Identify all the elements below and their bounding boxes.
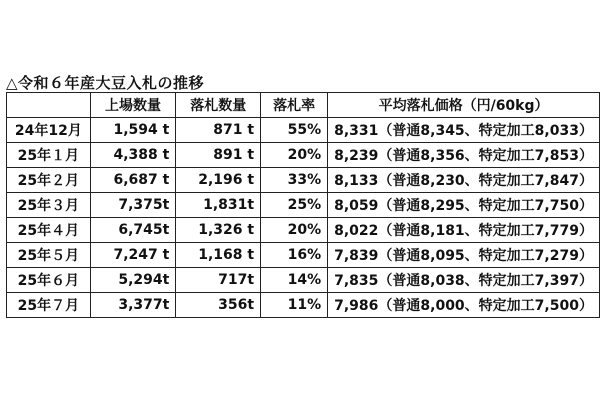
cell-awarded-quantity: 871 t <box>176 118 261 143</box>
cell-month: 25年７月 <box>7 293 91 318</box>
cell-award-rate: 55% <box>261 118 328 143</box>
table-row <box>7 218 600 243</box>
table-row <box>7 293 600 318</box>
cell-award-rate: 16% <box>261 243 328 268</box>
table-row <box>7 118 600 143</box>
cell-awarded-quantity: 1,326 t <box>176 218 261 243</box>
cell-average-price: 8,133（普通8,230、特定加工7,847） <box>328 168 600 193</box>
table-row <box>7 193 600 218</box>
cell-listed-quantity: 3,377t <box>90 293 176 318</box>
cell-awarded-quantity: 356t <box>176 293 261 318</box>
cell-average-price: 8,331（普通8,345、特定加工8,033） <box>328 118 600 143</box>
cell-listed-quantity: 7,247 t <box>90 243 176 268</box>
cell-average-price: 7,839（普通8,095、特定加工7,279） <box>328 243 600 268</box>
header-listed-quantity: 上場数量 <box>90 93 176 118</box>
soybean-tender-table <box>6 92 600 318</box>
header-month <box>7 93 91 118</box>
table-header-row <box>7 93 600 118</box>
cell-average-price: 7,986（普通8,000、特定加工7,500） <box>328 293 600 318</box>
cell-month: 24年12月 <box>7 118 91 143</box>
cell-month: 25年４月 <box>7 218 91 243</box>
cell-month: 25年５月 <box>7 243 91 268</box>
cell-listed-quantity: 5,294t <box>90 268 176 293</box>
cell-listed-quantity: 6,687 t <box>90 168 176 193</box>
cell-average-price: 7,835（普通8,038、特定加工7,397） <box>328 268 600 293</box>
header-award-rate: 落札率 <box>261 93 328 118</box>
cell-awarded-quantity: 2,196 t <box>176 168 261 193</box>
cell-award-rate: 20% <box>261 143 328 168</box>
cell-average-price: 8,059（普通8,295、特定加工7,750） <box>328 193 600 218</box>
cell-listed-quantity: 6,745t <box>90 218 176 243</box>
cell-awarded-quantity: 1,168 t <box>176 243 261 268</box>
table-row <box>7 143 600 168</box>
cell-month: 25年６月 <box>7 268 91 293</box>
table-row <box>7 268 600 293</box>
cell-listed-quantity: 1,594 t <box>90 118 176 143</box>
cell-month: 25年２月 <box>7 168 91 193</box>
cell-average-price: 8,022（普通8,181、特定加工7,779） <box>328 218 600 243</box>
cell-award-rate: 11% <box>261 293 328 318</box>
cell-awarded-quantity: 1,831t <box>176 193 261 218</box>
cell-month: 25年３月 <box>7 193 91 218</box>
table-row <box>7 168 600 193</box>
cell-awarded-quantity: 891 t <box>176 143 261 168</box>
header-awarded-quantity: 落札数量 <box>176 93 261 118</box>
cell-award-rate: 33% <box>261 168 328 193</box>
table-row <box>7 243 600 268</box>
cell-award-rate: 25% <box>261 193 328 218</box>
document-title: △令和６年産大豆入札の推移 <box>6 74 205 92</box>
cell-awarded-quantity: 717t <box>176 268 261 293</box>
header-average-price: 平均落札価格（円/60kg） <box>328 93 600 118</box>
cell-listed-quantity: 4,388 t <box>90 143 176 168</box>
cell-award-rate: 14% <box>261 268 328 293</box>
cell-listed-quantity: 7,375t <box>90 193 176 218</box>
cell-month: 25年１月 <box>7 143 91 168</box>
cell-average-price: 8,239（普通8,356、特定加工7,853） <box>328 143 600 168</box>
cell-award-rate: 20% <box>261 218 328 243</box>
